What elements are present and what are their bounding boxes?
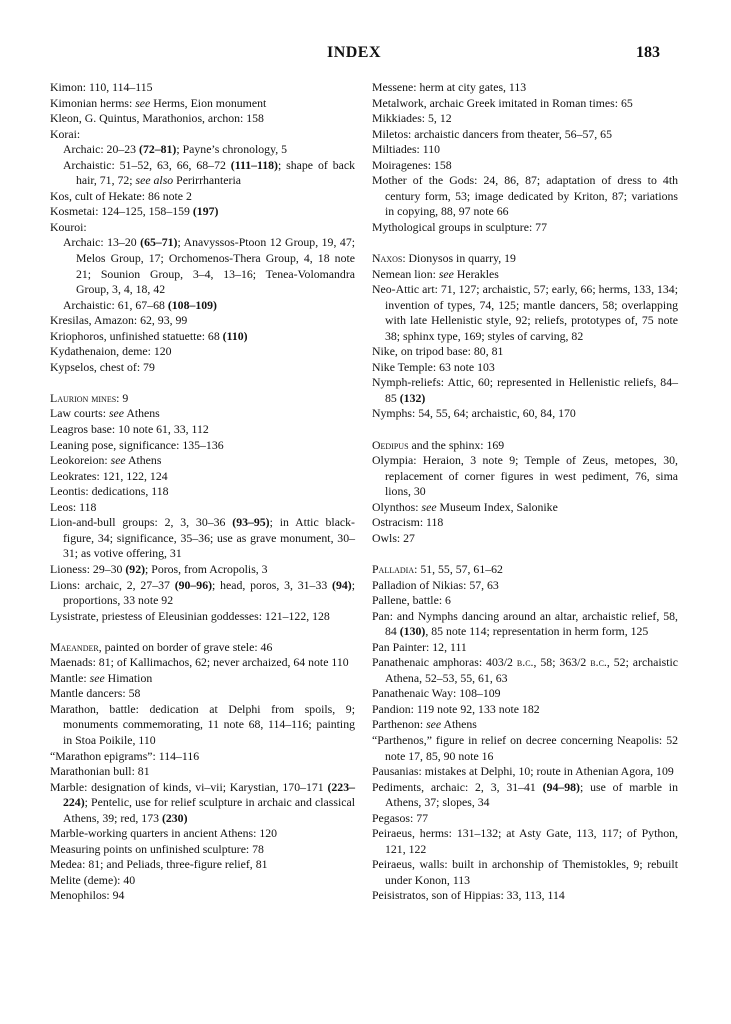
index-entry: Kouroi: bbox=[50, 219, 87, 234]
index-entry: Kos, cult of Hekate: 86 note 2 bbox=[50, 188, 192, 203]
index-entry: Nemean lion: see Herakles bbox=[372, 266, 499, 281]
index-entry: Maeander, painted on border of grave stele: 46 bbox=[50, 639, 273, 654]
index-entry: Ostracism: 118 bbox=[372, 515, 444, 530]
section-gap bbox=[372, 422, 678, 438]
index-entry: Marathonian bull: 81 bbox=[50, 764, 150, 779]
section-gap bbox=[372, 546, 678, 562]
page-title: INDEX bbox=[326, 44, 382, 61]
index-entry: Mythological groups in sculpture: 77 bbox=[372, 219, 547, 234]
index-entry: Pediments, archaic: 2, 3, 31–41 (94–98); use of marble in Athens, 37; slopes, 34 bbox=[372, 779, 678, 810]
index-entry: Olynthos: see Museum Index, Salonike bbox=[372, 499, 558, 514]
index-entry: Measuring points on unfinished sculpture: 78 bbox=[50, 841, 264, 856]
index-entry: Mantle dancers: 58 bbox=[50, 686, 141, 701]
index-entry: Marble: designation of kinds, vi–vii; Karystian, 170–171 (223–224); Pentelic, use for relief sculpture in archaic and classical Athens, 39; red, 173 (230) bbox=[50, 779, 355, 825]
index-entry: Leontis: dedications, 118 bbox=[50, 484, 169, 499]
index-entry: Miltiades: 110 bbox=[372, 142, 441, 157]
index-entry: Leos: 118 bbox=[50, 499, 97, 514]
index-entry: Palladion of Nikias: 57, 63 bbox=[372, 577, 499, 592]
index-column-right bbox=[372, 80, 678, 904]
index-entry: Mikkiades: 5, 12 bbox=[372, 111, 452, 126]
index-entry: Nymphs: 54, 55, 64; archaistic, 60, 84, 170 bbox=[372, 406, 576, 421]
index-entry: Metalwork, archaic Greek imitated in Roman times: 65 bbox=[372, 95, 633, 110]
section-gap bbox=[50, 375, 355, 391]
index-entry: Pausanias: mistakes at Delphi, 10; route in Athenian Agora, 109 bbox=[372, 764, 674, 779]
index-entry: Nymph-reliefs: Attic, 60; represented in Hellenistic reliefs, 84–85 (132) bbox=[372, 375, 678, 405]
index-entry: Panathenaic amphoras: 403/2 b.c., 58; 363/2 b.c., 52; archaistic Athena, 52–53, 55, 61, 63 bbox=[372, 655, 679, 685]
section-gap bbox=[372, 235, 678, 251]
index-entry: Peisistratos, son of Hippias: 33, 113, 114 bbox=[372, 888, 565, 903]
index-entry: Korai: bbox=[50, 126, 81, 141]
index-entry: Mantle: see Himation bbox=[50, 670, 153, 685]
page-header bbox=[48, 44, 660, 66]
index-entry: Nike Temple: 63 note 103 bbox=[372, 359, 495, 374]
index-entry: Mother of the Gods: 24, 86, 87; adaptation of dress to 4th century form, 53; image dedicated by Kriton, 87; variations in copying, 88, 97 note 66 bbox=[372, 173, 678, 219]
index-entry: Maenads: 81; of Kallimachos, 62; never archaized, 64 note 110 bbox=[50, 655, 349, 670]
index-subentry: Archaistic: 51–52, 63, 66, 68–72 (111–118); shape of back hair, 71, 72; see also Perirrhanteria bbox=[63, 157, 355, 188]
index-entry: Parthenon: see Athens bbox=[372, 717, 477, 732]
index-subentry: Archaistic: 61, 67–68 (108–109) bbox=[63, 297, 217, 312]
index-entry: Lion-and-bull groups: 2, 3, 30–36 (93–95); in Attic black-figure, 34; significance, 35–36; use as grave monument, 30–31; as votive offering, 31 bbox=[50, 515, 355, 561]
index-entry: Nike, on tripod base: 80, 81 bbox=[372, 344, 504, 359]
index-entry: Lions: archaic, 2, 27–37 (90–96); head, poros, 3, 31–33 (94); proportions, 33 note 92 bbox=[50, 577, 355, 608]
index-entry: Lysistrate, priestess of Eleusinian goddesses: 121–122, 128 bbox=[50, 608, 330, 623]
index-entry: Law courts: see Athens bbox=[50, 406, 160, 421]
index-entry: Owls: 27 bbox=[372, 530, 415, 545]
index-entry: Leagros base: 10 note 61, 33, 112 bbox=[50, 422, 209, 437]
index-entry: “Parthenos,” figure in relief on decree concerning Neapolis: 52 note 17, 85, 90 note 16 bbox=[372, 732, 678, 763]
index-entry: Leokoreion: see Athens bbox=[50, 453, 162, 468]
index-entry: Kleon, G. Quintus, Marathonios, archon: 158 bbox=[50, 111, 264, 126]
index-entry: Laurion mines: 9 bbox=[50, 390, 129, 405]
index-entry: Pan: and Nymphs dancing around an altar, archaistic relief, 58, 84 (130), 85 note 114; representation in herm form, 125 bbox=[372, 608, 678, 639]
index-entry: Kimonian herms: see Herms, Eion monument bbox=[50, 95, 267, 110]
index-entry: Peiraeus, herms: 131–132; at Asty Gate, 113, 117; of Python, 121, 122 bbox=[372, 826, 678, 856]
index-subentry: Archaic: 20–23 (72–81); Payne’s chronology, 5 bbox=[63, 142, 288, 157]
index-entry: Kypselos, chest of: 79 bbox=[50, 359, 155, 374]
index-entry: Marble-working quarters in ancient Athens: 120 bbox=[50, 826, 278, 841]
index-entry: Leaning pose, significance: 135–136 bbox=[50, 437, 224, 452]
index-entry: Neo-Attic art: 71, 127; archaistic, 57; early, 66; herms, 133, 134; invention of types, 74, 125; mantle dancers, 58; overlapping with late Hellenistic style, 92; reliefs, prototypes of, 75 note 38; sphinx type, 169; styles of carving, 82 bbox=[372, 282, 678, 343]
index-entry: Melite (deme): 40 bbox=[50, 872, 136, 887]
index-entry: Miletos: archaistic dancers from theater, 56–57, 65 bbox=[372, 126, 612, 141]
page-number: 183 bbox=[636, 44, 660, 61]
index-entry: Palladia: 51, 55, 57, 61–62 bbox=[372, 561, 503, 576]
index-entry: Moiragenes: 158 bbox=[372, 157, 452, 172]
index-entry: Panathenaic Way: 108–109 bbox=[372, 686, 501, 701]
index-entry: Marathon, battle: dedication at Delphi from spoils, 9; monuments commemorating, 11 note 68, 114–116; painting in Stoa Poikile, 110 bbox=[50, 701, 355, 747]
index-column-left bbox=[50, 80, 355, 904]
index-entry: Oedipus and the sphinx: 169 bbox=[372, 437, 505, 452]
index-entry: Kriophoros, unfinished statuette: 68 (110) bbox=[50, 328, 248, 343]
index-entry: Naxos: Dionysos in quarry, 19 bbox=[372, 251, 516, 266]
index-subentry: Archaic: 13–20 (65–71); Anavyssos-Ptoon 12 Group, 19, 47; Melos Group, 17; Orchomenos-Thera Group, 4, 18 note 21; Sounion Group, 3–4, 13–16; Tenea-Volomandra Group, 3, 4, 18, 42 bbox=[63, 235, 355, 297]
index-entry: “Marathon epigrams”: 114–116 bbox=[50, 748, 200, 763]
index-entry: Kosmetai: 124–125, 158–159 (197) bbox=[50, 204, 219, 219]
index-entry: Leokrates: 121, 122, 124 bbox=[50, 468, 168, 483]
index-entry: Olympia: Heraion, 3 note 9; Temple of Zeus, metopes, 30, replacement of corner figures in west pediment, 76, sima lions, 30 bbox=[372, 453, 678, 499]
index-entry: Menophilos: 94 bbox=[50, 888, 125, 903]
index-entry: Messene: herm at city gates, 113 bbox=[372, 80, 527, 94]
index-entry: Peiraeus, walls: built in archonship of Themistokles, 9; rebuilt under Konon, 113 bbox=[372, 857, 678, 887]
index-entry: Kydathenaion, deme: 120 bbox=[50, 344, 172, 359]
index-entry: Medea: 81; and Peliads, three-figure relief, 81 bbox=[50, 857, 268, 872]
index-entry: Lioness: 29–30 (92); Poros, from Acropolis, 3 bbox=[50, 561, 268, 576]
index-entry: Pegasos: 77 bbox=[372, 810, 429, 825]
section-gap bbox=[50, 624, 355, 640]
index-entry: Kresilas, Amazon: 62, 93, 99 bbox=[50, 313, 188, 328]
index-entry: Pallene, battle: 6 bbox=[372, 593, 451, 608]
index-entry: Pandion: 119 note 92, 133 note 182 bbox=[372, 701, 540, 716]
index-entry: Pan Painter: 12, 111 bbox=[372, 639, 467, 654]
index-entry: Kimon: 110, 114–115 bbox=[50, 80, 153, 94]
